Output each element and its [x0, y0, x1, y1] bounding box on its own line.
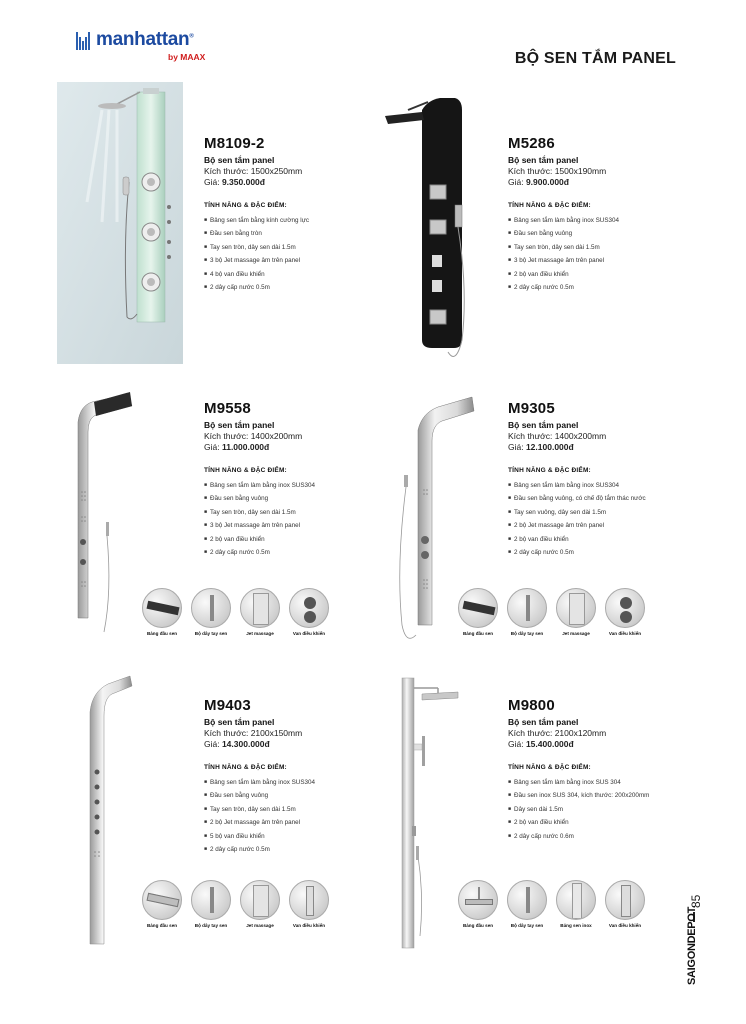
thumb-item [603, 588, 647, 636]
feature-item: ■ 2 bộ van điều khiển [508, 533, 646, 546]
feature-item: ■ 2 bộ van điều khiển [508, 816, 649, 829]
feature-item: ■ 3 bộ Jet massage âm trên panel [204, 519, 315, 532]
shower-head-thumb-icon [142, 880, 182, 920]
product-m5286 [508, 135, 619, 294]
product-price: Giá: 14.300.000đ [204, 739, 270, 749]
thumb-item [238, 588, 282, 636]
thumb-item [287, 880, 331, 928]
feature-item: ■ 2 dây cấp nước 0.6m [508, 830, 649, 843]
thumb-label: Van điều khiển [608, 923, 642, 928]
product-code: M9403 [204, 697, 251, 714]
product-code: M9558 [204, 400, 251, 417]
thumb-label: Van điều khiển [608, 631, 642, 636]
features-title: TÍNH NĂNG & ĐẶC ĐIỂM: [204, 764, 287, 771]
product-m9800 [508, 697, 649, 843]
product-m9558 [204, 400, 315, 559]
feature-item: ■ Bảng sen tắm làm bằng inox SUS 304 [508, 776, 649, 789]
thumb-item [505, 588, 549, 636]
product-m8109-2 [204, 135, 309, 294]
product-size: Kích thước: 1500x250mm [204, 166, 303, 176]
feature-item: ■ 3 bộ Jet massage âm trên panel [204, 254, 309, 267]
thumb-label: Bảng đầu sen [146, 923, 178, 928]
thumb-item [189, 880, 233, 928]
product-code: M8109-2 [204, 135, 265, 152]
product-photo-m9558 [64, 392, 134, 652]
product-size: Kích thước: 1400x200mm [508, 431, 607, 441]
hand-shower-thumb-icon [191, 880, 231, 920]
thumb-label: Bảng đầu sen [146, 631, 178, 636]
feature-item: ■ Đầu sen bằng vuông [204, 789, 315, 802]
thumb-label: Bộ dây tay sen [510, 923, 544, 928]
product-name: Bộ sen tắm panel [204, 155, 275, 165]
product-name: Bộ sen tắm panel [204, 420, 275, 430]
feature-item: ■ 2 dây cấp nước 0.5m [204, 546, 315, 559]
product-size: Kích thước: 1400x200mm [204, 431, 303, 441]
feature-item: ■ 2 dây cấp nước 0.5m [204, 843, 315, 856]
features-list [204, 479, 315, 559]
valve-thumb-icon [605, 588, 645, 628]
hand-shower-thumb-icon [507, 588, 547, 628]
thumb-label: Jet massage [246, 923, 274, 928]
feature-item: ■ Tay sen tròn, dây sen dài 1.5m [204, 506, 315, 519]
feature-item: ■ Bảng sen tắm làm bằng inox SUS304 [204, 776, 315, 789]
feature-item: ■ 2 bộ van điều khiển [508, 268, 619, 281]
thumb-item [505, 880, 549, 928]
feature-item: ■ 5 bộ van điều khiển [204, 830, 315, 843]
product-price: Giá: 11.000.000đ [204, 442, 270, 452]
thumb-label: Van điều khiển [292, 631, 326, 636]
features-list [204, 214, 309, 294]
valve-thumb-icon [289, 880, 329, 920]
jet-massage-thumb-icon [556, 588, 596, 628]
thumb-item [189, 588, 233, 636]
feature-item: ■ Đầu sen inox SUS 304, kích thước: 200x200mm [508, 789, 649, 802]
features-list [508, 479, 646, 559]
product-code: M5286 [508, 135, 555, 152]
features-title: TÍNH NĂNG & ĐẶC ĐIỂM: [508, 764, 591, 771]
thumb-item [456, 588, 500, 636]
logo-sub: by MAAX [168, 52, 206, 62]
thumb-label: Bộ dây tay sen [194, 631, 228, 636]
feature-item: ■ Bảng sen tắm bằng kính cường lực [204, 214, 309, 227]
feature-item: ■ Tay sen tròn, dây sen dài 1.5m [204, 803, 315, 816]
features-list [508, 214, 619, 294]
feature-item: ■ Đầu sen bằng vuông [508, 227, 619, 240]
product-photo-m5286 [380, 90, 485, 365]
product-price: Giá: 12.100.000đ [508, 442, 574, 452]
thumb-item [140, 880, 184, 928]
thumbs-m9305 [456, 588, 652, 636]
feature-item: ■ 2 dây cấp nước 0.5m [204, 281, 309, 294]
thumb-item [287, 588, 331, 636]
features-title: TÍNH NĂNG & ĐẶC ĐIỂM: [204, 467, 287, 474]
thumb-label: Bộ dây tay sen [510, 631, 544, 636]
product-m9305 [508, 400, 646, 559]
thumb-label: Bảng đầu sen [462, 923, 494, 928]
features-title: TÍNH NĂNG & ĐẶC ĐIỂM: [508, 202, 591, 209]
feature-item: ■ 2 dây cấp nước 0.5m [508, 546, 646, 559]
thumb-label: Bộ dây tay sen [194, 923, 228, 928]
shower-head-thumb-icon [458, 880, 498, 920]
thumb-label: Van điều khiển [292, 923, 326, 928]
feature-item: ■ Bảng sen tắm làm bằng inox SUS304 [508, 479, 646, 492]
feature-item: ■ Đầu sen bằng vuông, có chế độ tắm thác nước [508, 492, 646, 505]
feature-item: ■ Tay sen vuông, dây sen dài 1.5m [508, 506, 646, 519]
valve-thumb-icon [605, 880, 645, 920]
thumb-item [554, 588, 598, 636]
features-title: TÍNH NĂNG & ĐẶC ĐIỂM: [204, 202, 287, 209]
thumbs-m9800 [456, 880, 652, 928]
feature-item: ■ Tay sen tròn, dây sen dài 1.5m [204, 241, 309, 254]
thumbs-m9558 [140, 588, 336, 636]
shower-head-thumb-icon [458, 588, 498, 628]
jet-massage-thumb-icon [240, 880, 280, 920]
feature-item: ■ Đầu sen bằng tròn [204, 227, 309, 240]
product-price: Giá: 9.350.000đ [204, 177, 265, 187]
features-list [204, 776, 315, 856]
feature-item: ■ 2 bộ Jet massage âm trên panel [204, 816, 315, 829]
product-photo-m8109-2 [57, 82, 183, 364]
thumbs-m9403 [140, 880, 336, 928]
product-size: Kích thước: 2100x150mm [204, 728, 303, 738]
feature-item: ■ Tay sen tròn, dây sen dài 1.5m [508, 241, 619, 254]
product-price: Giá: 9.900.000đ [508, 177, 569, 187]
product-name: Bộ sen tắm panel [508, 155, 579, 165]
shower-head-thumb-icon [142, 588, 182, 628]
hand-shower-thumb-icon [507, 880, 547, 920]
side-brand: SAIGONDEPOT. [686, 905, 698, 985]
feature-item: ■ Dây sen dài 1.5m [508, 803, 649, 816]
product-name: Bộ sen tắm panel [508, 717, 579, 727]
jet-massage-thumb-icon [240, 588, 280, 628]
feature-item: ■ 2 bộ van điều khiển [204, 533, 315, 546]
product-price: Giá: 15.400.000đ [508, 739, 574, 749]
features-title: TÍNH NĂNG & ĐẶC ĐIỂM: [508, 467, 591, 474]
valve-thumb-icon [289, 588, 329, 628]
page-number: 85 [689, 894, 703, 908]
logo-mark-icon [76, 30, 94, 50]
feature-item: ■ 2 bộ Jet massage âm trên panel [508, 519, 646, 532]
thumb-label: Bảng đầu sen [462, 631, 494, 636]
hand-shower-thumb-icon [191, 588, 231, 628]
product-name: Bộ sen tắm panel [204, 717, 275, 727]
thumb-item [554, 880, 598, 928]
feature-item: ■ Bảng sen tắm làm bằng inox SUS304 [508, 214, 619, 227]
thumb-label: Jet massage [246, 631, 274, 636]
product-code: M9305 [508, 400, 555, 417]
feature-item: ■ 2 dây cấp nước 0.5m [508, 281, 619, 294]
features-list [508, 776, 649, 843]
thumb-item [603, 880, 647, 928]
feature-item: ■ Đầu sen bằng vuông [204, 492, 315, 505]
thumb-label: Bảng sen inox [560, 923, 592, 928]
feature-item: ■ Bảng sen tắm làm bằng inox SUS304 [204, 479, 315, 492]
logo-text: manhattan® [96, 29, 194, 50]
product-photo-m9403 [64, 672, 144, 952]
product-name: Bộ sen tắm panel [508, 420, 579, 430]
thumb-item [140, 588, 184, 636]
thumb-label: Jet massage [562, 631, 590, 636]
feature-item: ■ 4 bộ van điều khiển [204, 268, 309, 281]
steel-panel-thumb-icon [556, 880, 596, 920]
product-m9403 [204, 697, 315, 856]
product-size: Kích thước: 2100x120mm [508, 728, 607, 738]
thumb-item [238, 880, 282, 928]
page-title: BỘ SEN TẮM PANEL [514, 50, 676, 67]
manhattan-logo [76, 27, 226, 67]
feature-item: ■ 3 bộ Jet massage âm trên panel [508, 254, 619, 267]
product-size: Kích thước: 1500x190mm [508, 166, 607, 176]
product-code: M9800 [508, 697, 555, 714]
thumb-item [456, 880, 500, 928]
